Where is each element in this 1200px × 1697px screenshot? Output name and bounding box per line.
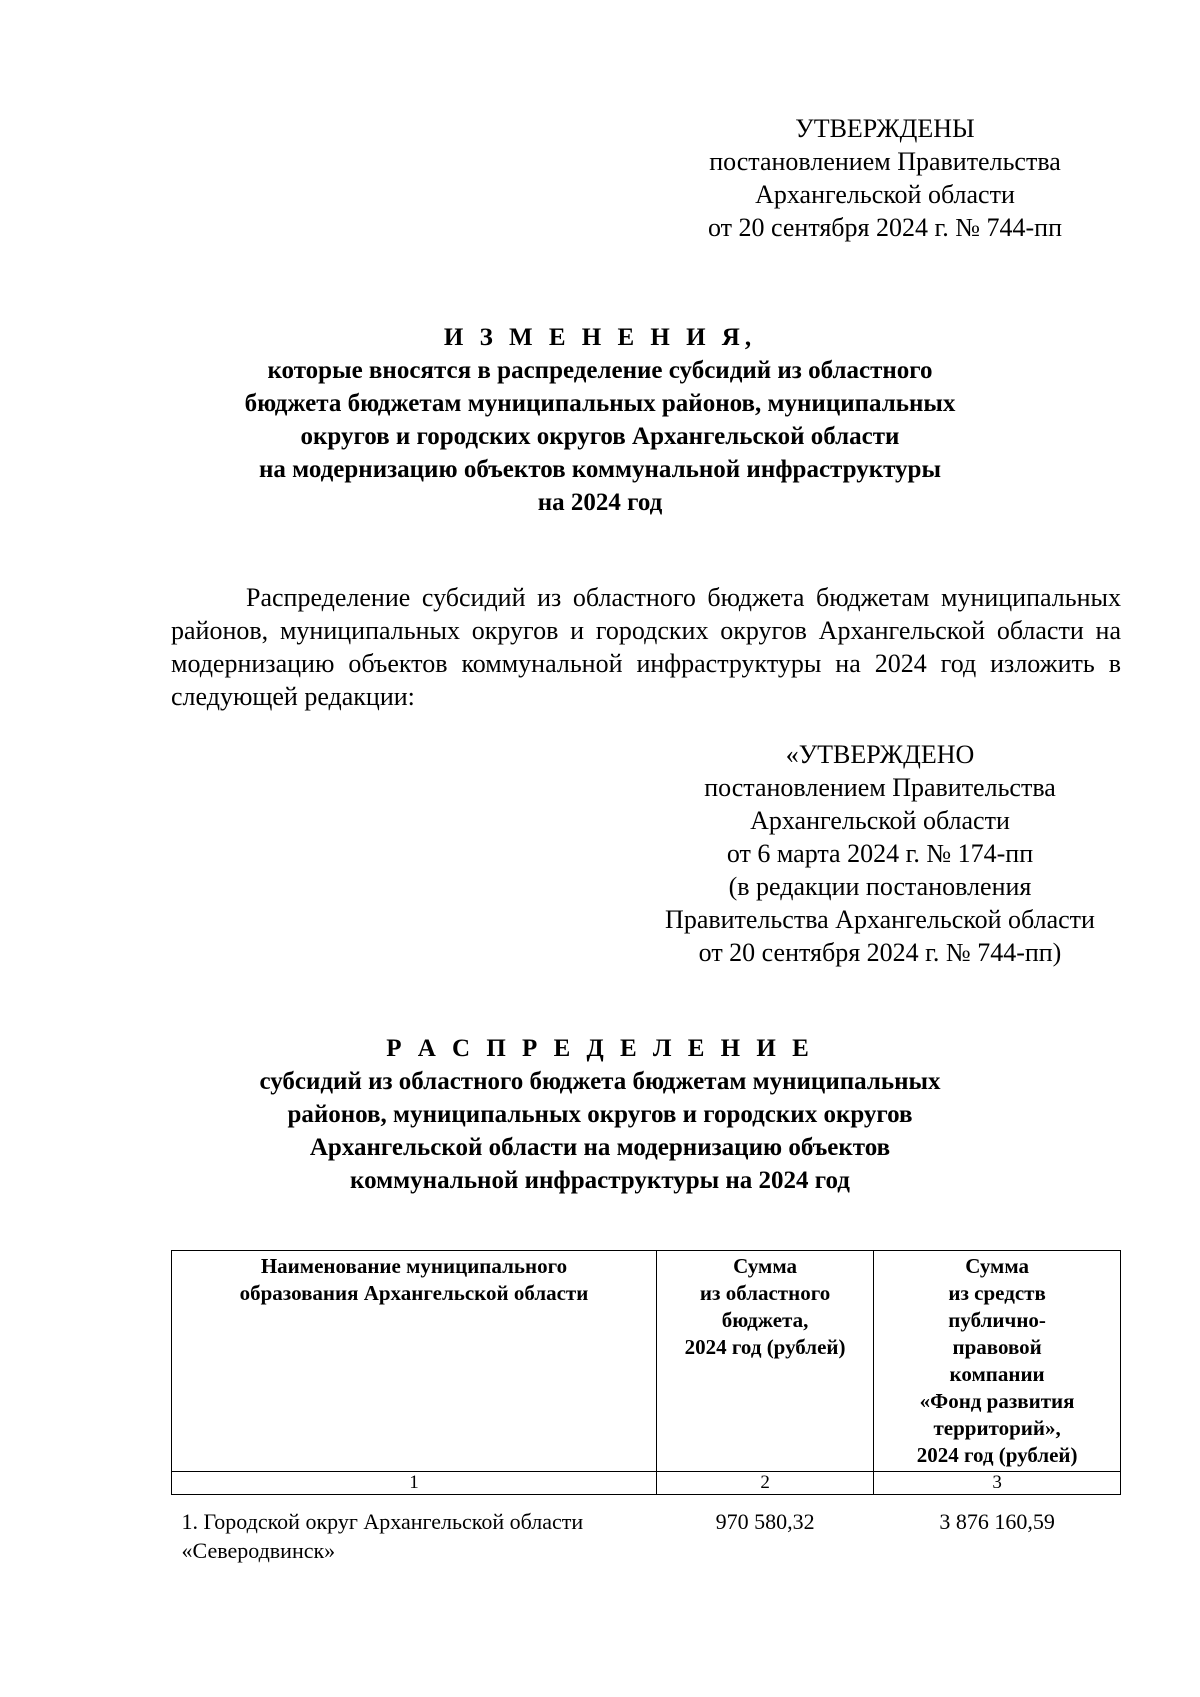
header-text: бюджета, [721,1308,809,1332]
header-regional-budget [656,1251,873,1472]
approval-line: от 20 сентября 2024 г. № 744-пп [707,213,1063,242]
header-text: Сумма [965,1254,1030,1278]
quoted-approval-line: от 20 сентября 2024 г. № 744-пп) [698,938,1062,967]
distribution-title-line: районов, муниципальных округов и городских округов [287,1101,913,1128]
table-row [172,1495,1121,1567]
quoted-approval-line: Правительства Архангельской области [665,905,1095,934]
approval-line: постановлением Правительства [709,147,1061,176]
changes-title-line: бюджета бюджетам муниципальных районов, муниципальных [244,390,956,417]
header-text: Сумма [733,1254,797,1278]
header-text: 2024 год (рублей) [916,1443,1078,1467]
header-text: правовой [952,1335,1042,1359]
regional-amount-cell: 970 580,32 [715,1509,815,1534]
header-text: 2024 год (рублей) [684,1335,846,1359]
header-text: публично- [948,1308,1046,1332]
header-text: из средств [948,1281,1046,1305]
approval-line: УТВЕРЖДЕНЫ [795,114,975,143]
quoted-approval-line: постановлением Правительства [704,773,1056,802]
header-text: из областного [699,1281,831,1305]
distribution-heading: Р А С П Р Е Д Е Л Е Н И Е [386,1035,814,1062]
column-number: 1 [172,1472,657,1495]
table-header-row [172,1251,1121,1472]
header-text: территорий», [933,1416,1061,1440]
changes-title [150,321,1050,519]
distribution-table [171,1250,1121,1566]
header-text: образования Архангельской области [239,1281,589,1305]
changes-title-line: на модернизацию объектов коммунальной инфраструктуры [259,456,941,483]
changes-heading: И З М Е Н Е Н И Я, [443,324,757,351]
fund-amount-cell: 3 876 160,59 [939,1509,1055,1534]
approval-stamp [675,112,1095,244]
header-text: компании [949,1362,1045,1386]
quoted-approval-line: от 6 марта 2024 г. № 174-пп [726,839,1034,868]
distribution-title-line: коммунальной инфраструктуры на 2024 год [350,1167,850,1194]
changes-title-line: округов и городских округов Архангельской области [300,423,900,450]
header-territory-fund [874,1251,1121,1472]
changes-title-line: которые вносятся в распределение субсидий из областного [267,357,933,384]
distribution-title-line: Архангельской области на модернизацию объектов [309,1134,891,1161]
quoted-approval-line: (в редакции постановления [728,872,1032,901]
municipality-name-cell [172,1495,657,1567]
column-number: 2 [656,1472,873,1495]
changes-title-line: на 2024 год [537,489,663,516]
municipality-name-line: «Северодвинск» [181,1538,336,1563]
header-text: Наименование муниципального [260,1254,568,1278]
body-paragraph: Распределение субсидий из областного бюджета бюджетам муниципальных районов, муниципальных округов и городских округов Архангельской области на модернизацию объектов коммунальной инфраструктуры на 2024 год изложить в следующей редакции: [171,583,1121,711]
header-text: «Фонд развития [919,1389,1075,1413]
distribution-title-line: субсидий из областного бюджета бюджетам муниципальных [259,1068,941,1095]
approval-line: Архангельской области [755,180,1015,209]
column-number-row [172,1472,1121,1495]
column-number: 3 [874,1472,1121,1495]
municipality-name-line: 1. Городской округ Архангельской области [181,1509,584,1534]
header-municipality-name [172,1251,657,1472]
quoted-approval-stamp [630,738,1130,969]
quoted-approval-line: «УТВЕРЖДЕНО [785,740,975,769]
quoted-approval-line: Архангельской области [750,806,1010,835]
distribution-title [150,1032,1050,1197]
